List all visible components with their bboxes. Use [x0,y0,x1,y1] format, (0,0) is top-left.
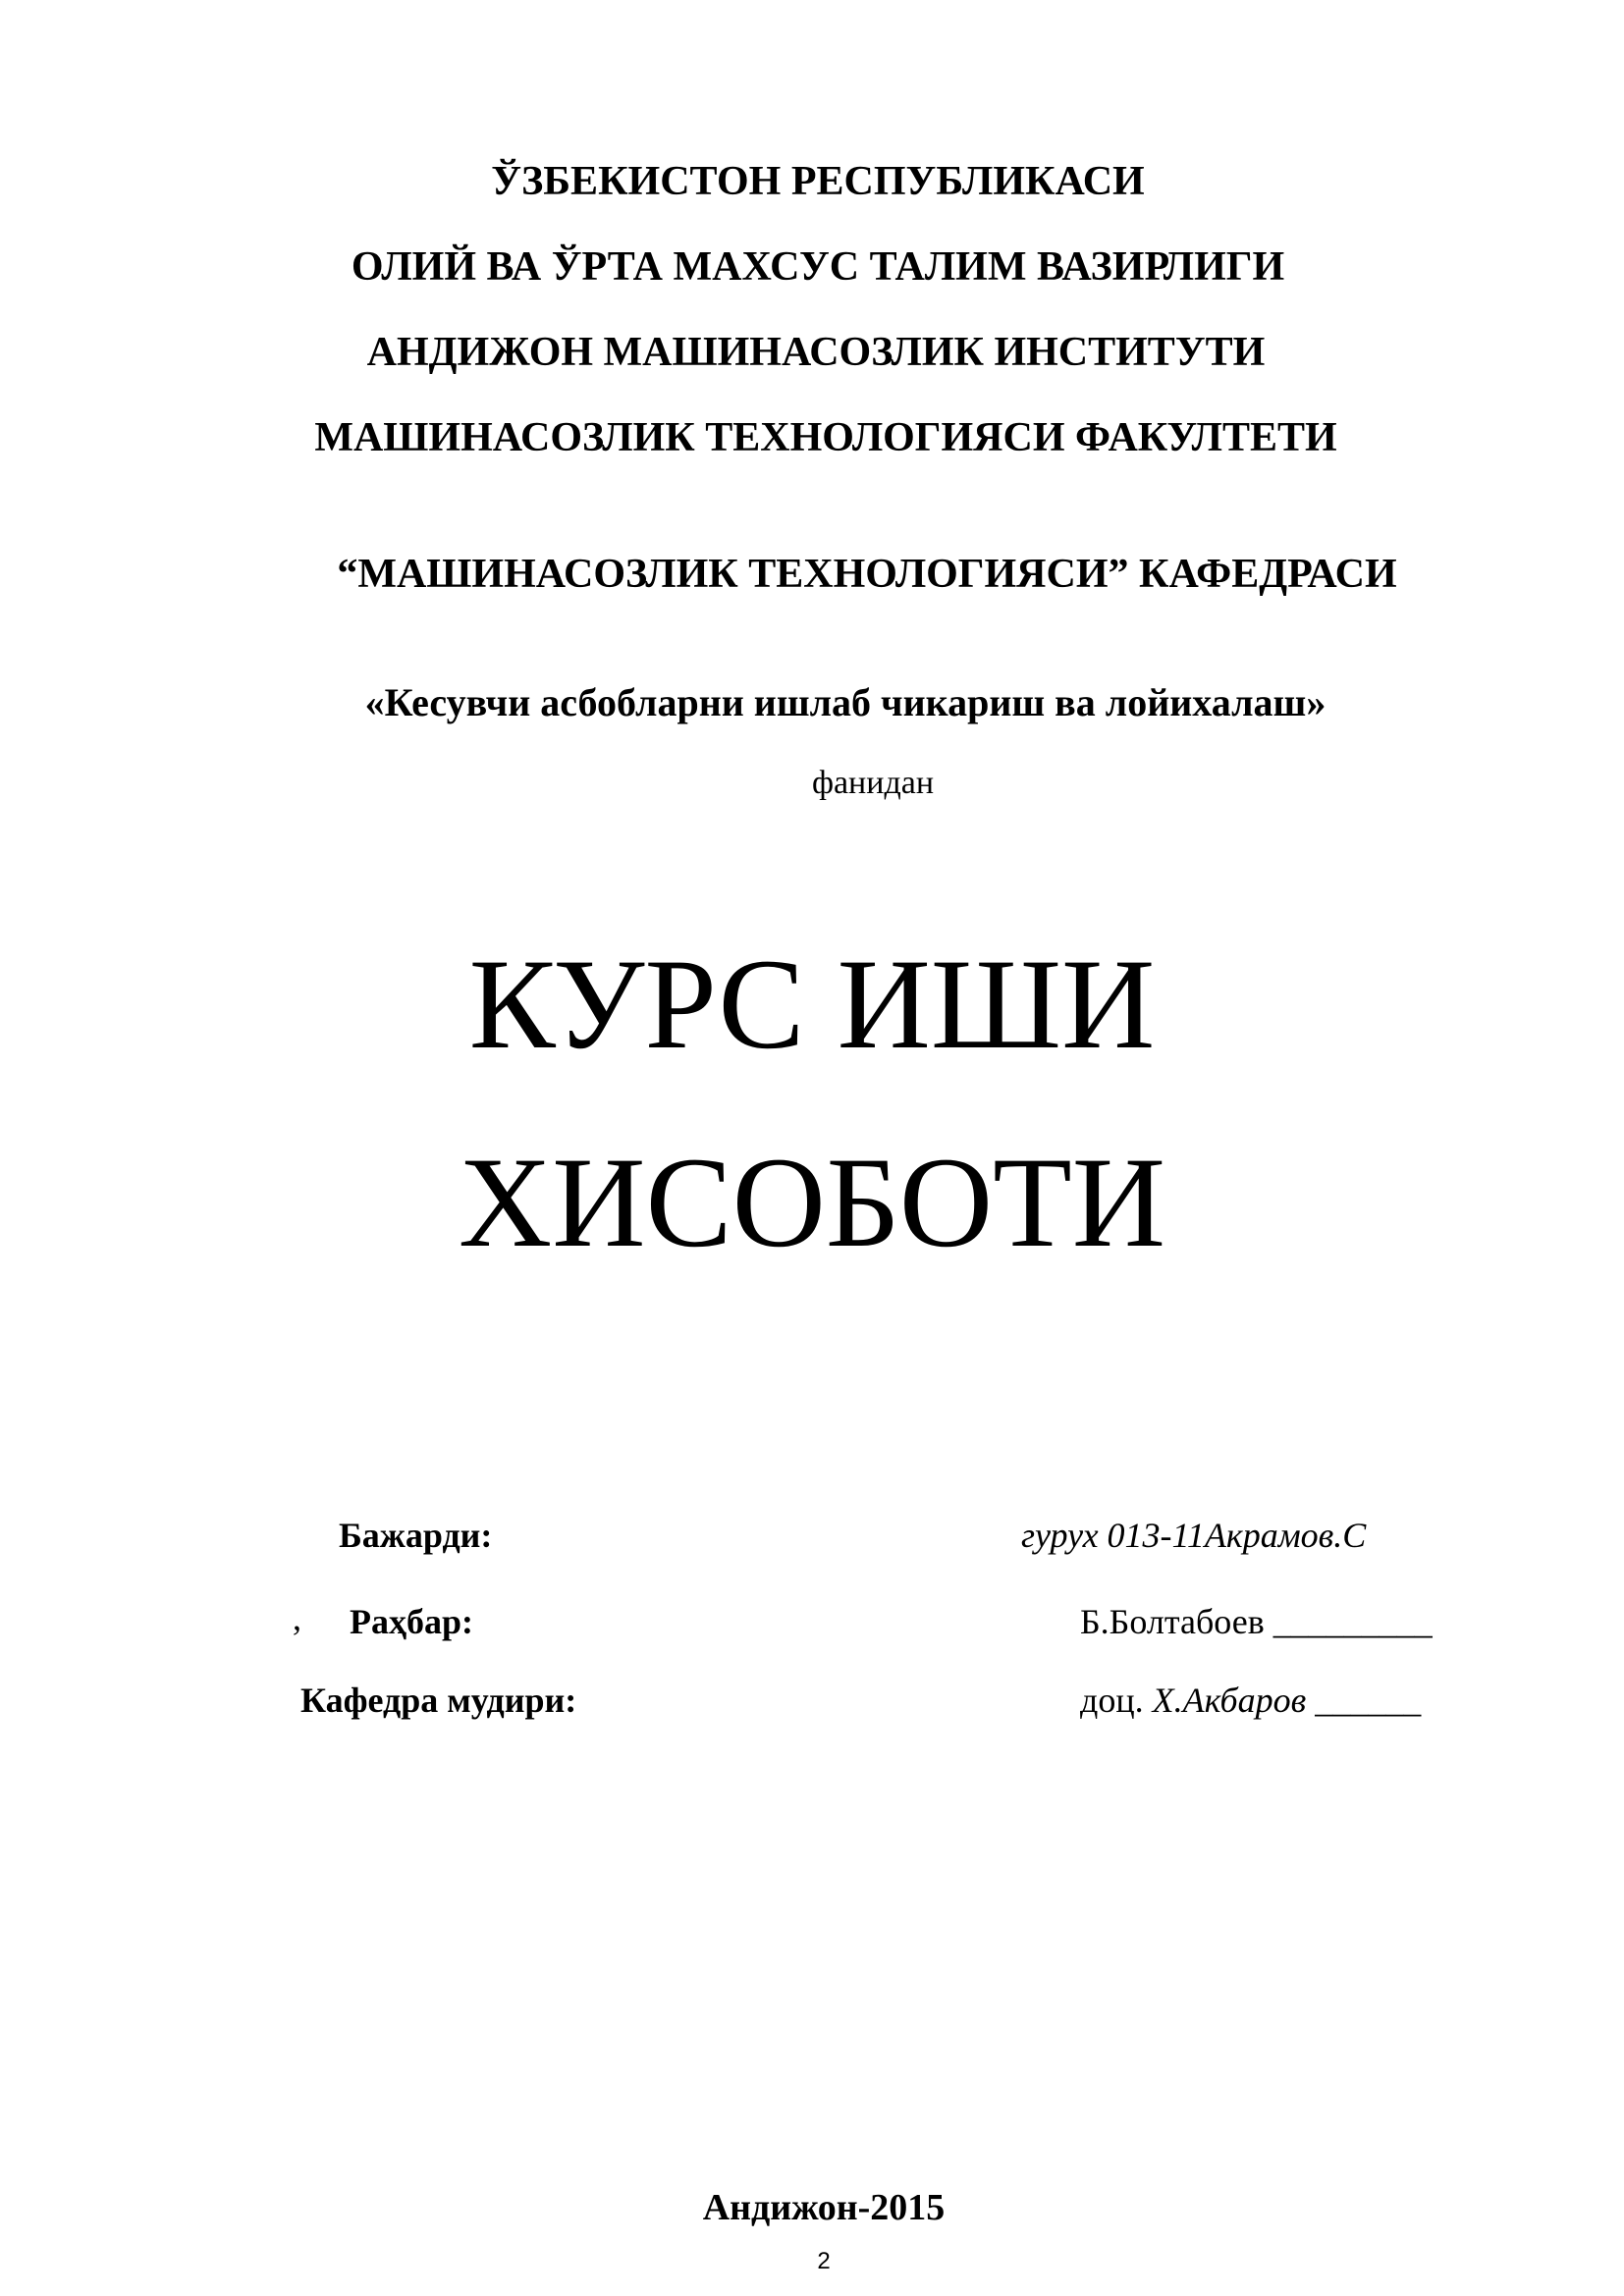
department-title: “МАШИНАСОЗЛИК ТЕХНОЛОГИЯСИ” КАФЕДРАСИ [337,552,1397,597]
head-label: Кафедра мудири: [300,1681,577,1720]
header-institute: АНДИЖОН МАШИНАСОЗЛИК ИНСТИТУТИ [366,330,1266,375]
header-faculty: МАШИНАСОЗЛИК ТЕХНОЛОГИЯСИ ФАКУЛТЕТИ [314,415,1337,460]
document-title-line1: КУРС ИШИ [468,932,1156,1076]
supervisor-value: Б.Болтабоев _________ [1080,1602,1433,1641]
performed-value: гурух 013-11Акрамов.С [1021,1516,1367,1555]
city-year: Андижон-2015 [702,2187,946,2228]
subject-name: «Кесувчи асбобларни ишлаб чикариш ва лойихалаш» [364,680,1326,724]
document-title-line2: ХИСОБОТИ [458,1130,1166,1274]
supervisor-label: Раҳбар: [350,1602,473,1641]
header-country: ЎЗБЕКИСТОН РЕСПУБЛИКАСИ [491,159,1145,204]
stray-comma: , [293,1598,301,1637]
header-ministry: ОЛИЙ ВА ЎРТА МАХСУС ТАЛИМ ВАЗИРЛИГИ [351,244,1285,290]
head-prefix: доц. [1080,1681,1153,1720]
head-line: ______ [1306,1681,1422,1720]
head-value [1080,1679,1421,1722]
performed-label: Бажарди: [339,1516,493,1555]
head-name: Х.Акбаров [1152,1681,1307,1720]
subject-suffix: фанидан [811,765,935,801]
page-number: 2 [817,2248,831,2274]
